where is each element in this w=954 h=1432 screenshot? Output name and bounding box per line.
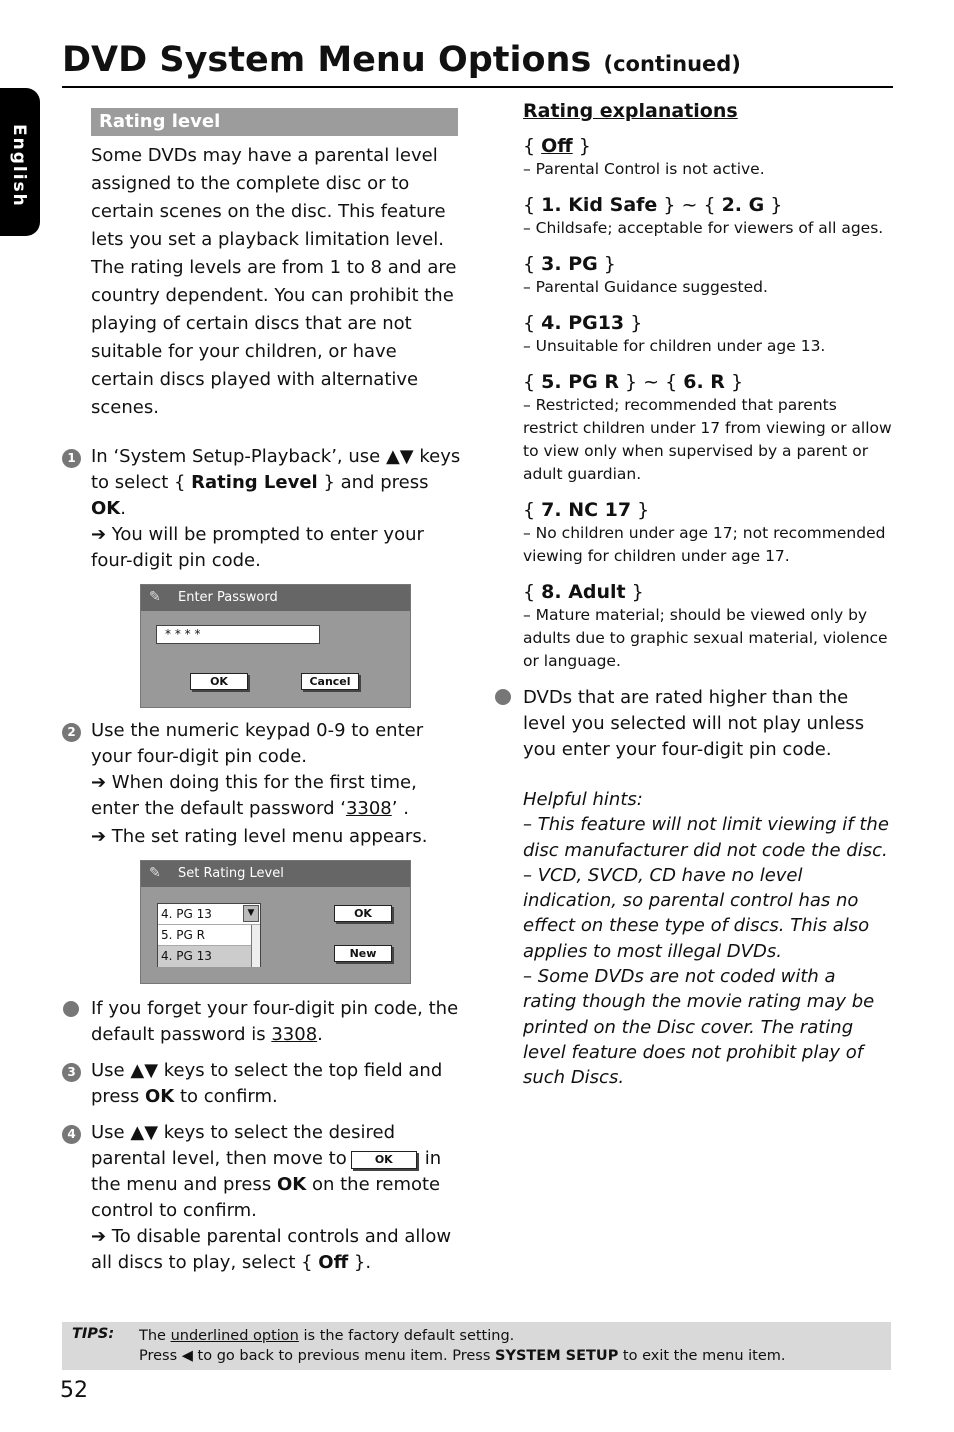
step-number-3: 3 xyxy=(62,1063,81,1082)
rating-label xyxy=(523,498,893,522)
step-number-4: 4 xyxy=(62,1125,81,1144)
rating-description: – Parental Control is not active. xyxy=(523,160,765,178)
enter-password-dialog xyxy=(140,584,411,708)
note-forgot-pin xyxy=(62,996,462,1048)
higher-rating-note xyxy=(523,685,893,763)
rating-description: – No children under age 17; not recommended viewing for children under age 17. xyxy=(523,524,886,565)
step-4-text xyxy=(91,1120,462,1276)
left-column xyxy=(62,108,462,1276)
scrollbar[interactable] xyxy=(251,925,260,967)
hint-item: – Some DVDs are not coded with a rating though the movie rating may be printed on the Disc cover. The rating level feature does not prohibit play of such Discs. xyxy=(523,966,875,1089)
rating-combo[interactable] xyxy=(158,904,260,925)
rating-item xyxy=(523,193,893,240)
rating-name: Off xyxy=(541,135,573,157)
tip-2-a: Press ◀ to go back to previous menu item. Press xyxy=(139,1348,496,1364)
dropdown-arrow-icon[interactable]: ▼ xyxy=(243,905,259,922)
step-1-a: In ‘System Setup-Playback’, use ▲▼ keys to select { xyxy=(91,446,461,493)
rating-description: – Childsafe; acceptable for viewers of all ages. xyxy=(523,219,884,237)
step-4-result xyxy=(91,1224,462,1276)
step-4-d: on the remote control to confirm. xyxy=(91,1174,441,1221)
rating-description: – Restricted; recommended that parents restrict children under 17 from viewing or allow to view only when supervised by a parent or adult guardian. xyxy=(523,396,892,483)
language-tab-label: English xyxy=(9,124,29,208)
step-4-result-b: Off xyxy=(318,1252,349,1273)
hint-item: – VCD, SVCD, CD have no level indication, so parental control has no effect on these type of discs. This also applies to most illegal DVDs. xyxy=(523,864,870,962)
brace-close: } xyxy=(631,499,650,521)
rating-label xyxy=(523,370,893,394)
title-suffix: (continued) xyxy=(603,52,741,76)
step-4-result-a: ➔ To disable parental controls and allow all discs to play, select { xyxy=(91,1226,452,1273)
brace-open: { xyxy=(523,135,542,157)
step-4-a: Use ▲▼ keys to select the desired parental level, then move to xyxy=(91,1122,396,1169)
hint-item: – This feature will not limit viewing if the disc manufacturer did not code the disc. xyxy=(523,814,889,861)
rating-description: – Mature material; should be viewed only by adults due to graphic sexual material, violence or language. xyxy=(523,606,888,670)
note-text xyxy=(91,996,462,1048)
rating-name: 1. Kid Safe xyxy=(541,194,658,216)
set-rating-level-dialog xyxy=(140,860,411,984)
dialog-title: Set Rating Level xyxy=(178,866,284,881)
step-2-result-1-b: ’ . xyxy=(391,798,409,819)
note-a: If you forget your four-digit pin code, the default password is xyxy=(91,998,459,1045)
ok-button[interactable]: OK xyxy=(190,673,248,690)
brace-close: } xyxy=(724,371,744,393)
wrench-icon: ✎ xyxy=(149,589,161,605)
rating-label xyxy=(523,580,893,604)
page-number: 52 xyxy=(60,1378,88,1403)
tip-line-2 xyxy=(139,1346,785,1366)
brace-close: } xyxy=(624,312,643,334)
tip-1-b: is the factory default setting. xyxy=(298,1328,515,1344)
rating-name: 5. PG R xyxy=(541,371,619,393)
rating-item xyxy=(523,498,893,568)
rating-explanations-title: Rating explanations xyxy=(523,100,738,122)
step-number-2: 2 xyxy=(62,723,81,742)
step-1-b: Rating Level xyxy=(191,472,318,493)
intro-paragraph: Some DVDs may have a parental level assigned to the complete disc or to certain scenes on the disc. This feature lets you set a playback limitation level. The rating levels are from 1 to 8 and are country dependent. You can prohibit the playing of certain discs that are not suitable for your children, or have certain discs played with alternative scenes. xyxy=(91,145,457,418)
tip-1-a: The xyxy=(139,1328,171,1344)
range-sep: } ~ { xyxy=(618,371,684,393)
step-3-a: Use ▲▼ keys to select the top field and press xyxy=(91,1060,443,1107)
step-4-c: OK xyxy=(276,1174,307,1195)
tip-line-1 xyxy=(139,1326,785,1346)
rating-item xyxy=(523,370,893,486)
brace-close: } xyxy=(597,253,616,275)
step-2-a: Use the numeric keypad 0-9 to enter your four-digit pin code. xyxy=(91,720,424,767)
tip-1-underlined: underlined option xyxy=(170,1328,299,1344)
wrench-icon: ✎ xyxy=(149,865,161,881)
step-3-b: OK xyxy=(144,1086,175,1107)
rating-name: 6. R xyxy=(683,371,725,393)
tips-body xyxy=(139,1326,785,1366)
rating-item xyxy=(523,311,893,358)
password-field[interactable]: * * * * xyxy=(156,625,320,644)
rating-description: – Parental Guidance suggested. xyxy=(523,278,768,296)
rating-label xyxy=(523,193,893,217)
title-rule xyxy=(62,86,893,88)
rating-item xyxy=(523,134,893,181)
rating-option[interactable]: 5. PG R xyxy=(158,925,260,946)
helpful-hints xyxy=(523,787,893,1091)
step-1-c: } and press xyxy=(317,472,429,493)
step-2-text xyxy=(91,718,462,850)
bullet-icon xyxy=(495,689,511,705)
default-password: 3308 xyxy=(345,798,392,819)
step-1-text xyxy=(91,444,462,574)
rating-list[interactable] xyxy=(157,903,261,967)
brace-open: { xyxy=(523,312,542,334)
ok-button-glyph: OK xyxy=(351,1151,417,1169)
tip-2-b: SYSTEM SETUP xyxy=(495,1348,619,1364)
step-number-1: 1 xyxy=(62,449,81,468)
step-4-b: in the menu and press xyxy=(91,1148,442,1195)
note-b: . xyxy=(317,1024,323,1045)
rating-name: 7. NC 17 xyxy=(541,499,632,521)
step-4 xyxy=(62,1120,462,1276)
brace-close: } xyxy=(625,581,644,603)
rating-label xyxy=(523,311,893,335)
rating-label xyxy=(523,252,893,276)
dialog-titlebar xyxy=(141,861,410,887)
step-2-result-1-a: ➔ When doing this for the first time, enter the default password ‘ xyxy=(91,772,417,819)
step-1 xyxy=(62,444,462,574)
tips-label: TIPS: xyxy=(72,1326,115,1342)
step-4-result-c: }. xyxy=(348,1252,372,1273)
step-3-text xyxy=(91,1058,462,1110)
range-sep: } ~ { xyxy=(657,194,722,216)
rating-label xyxy=(523,134,893,158)
default-password: 3308 xyxy=(271,1024,318,1045)
combo-value: 4. PG 13 xyxy=(161,907,212,921)
new-button[interactable]: New xyxy=(334,945,392,962)
right-column xyxy=(523,100,893,1091)
rating-option[interactable]: 4. PG 13 xyxy=(158,946,260,967)
rating-item xyxy=(523,580,893,673)
higher-rating-text: DVDs that are rated higher than the level you selected will not play unless you enter your four-digit pin code. xyxy=(523,687,865,760)
cancel-button[interactable]: Cancel xyxy=(301,673,359,690)
ok-button[interactable]: OK xyxy=(334,905,392,922)
step-3-c: to confirm. xyxy=(174,1086,278,1107)
brace-open: { xyxy=(523,194,542,216)
step-3 xyxy=(62,1058,462,1110)
title-text: DVD System Menu Options xyxy=(62,40,592,80)
hints-title: Helpful hints: xyxy=(523,789,643,810)
dialog-titlebar xyxy=(141,585,410,611)
tips-box xyxy=(62,1322,891,1370)
brace-close: } xyxy=(572,135,591,157)
step-2 xyxy=(62,718,462,850)
dialog-title: Enter Password xyxy=(178,590,278,605)
rating-name: 4. PG13 xyxy=(541,312,625,334)
bullet-icon xyxy=(63,1001,79,1017)
step-1-d: OK xyxy=(91,498,121,519)
rating-name: 8. Adult xyxy=(541,581,626,603)
brace-open: { xyxy=(523,581,542,603)
page-title xyxy=(62,40,741,80)
brace-close: } xyxy=(764,194,783,216)
step-1-result: ➔ You will be prompted to enter your four-digit pin code. xyxy=(91,524,424,571)
rating-description: – Unsuitable for children under age 13. xyxy=(523,337,826,355)
section-heading: Rating level xyxy=(91,108,458,136)
language-tab xyxy=(0,88,40,236)
step-2-result-2: ➔ The set rating level menu appears. xyxy=(91,826,428,847)
rating-item xyxy=(523,252,893,299)
rating-name: 2. G xyxy=(721,194,765,216)
rating-name: 3. PG xyxy=(541,253,598,275)
brace-open: { xyxy=(523,371,542,393)
step-1-e: . xyxy=(120,498,126,519)
tip-2-c: to exit the menu item. xyxy=(618,1348,786,1364)
brace-open: { xyxy=(523,253,542,275)
step-2-result-1 xyxy=(91,770,462,822)
brace-open: { xyxy=(523,499,542,521)
